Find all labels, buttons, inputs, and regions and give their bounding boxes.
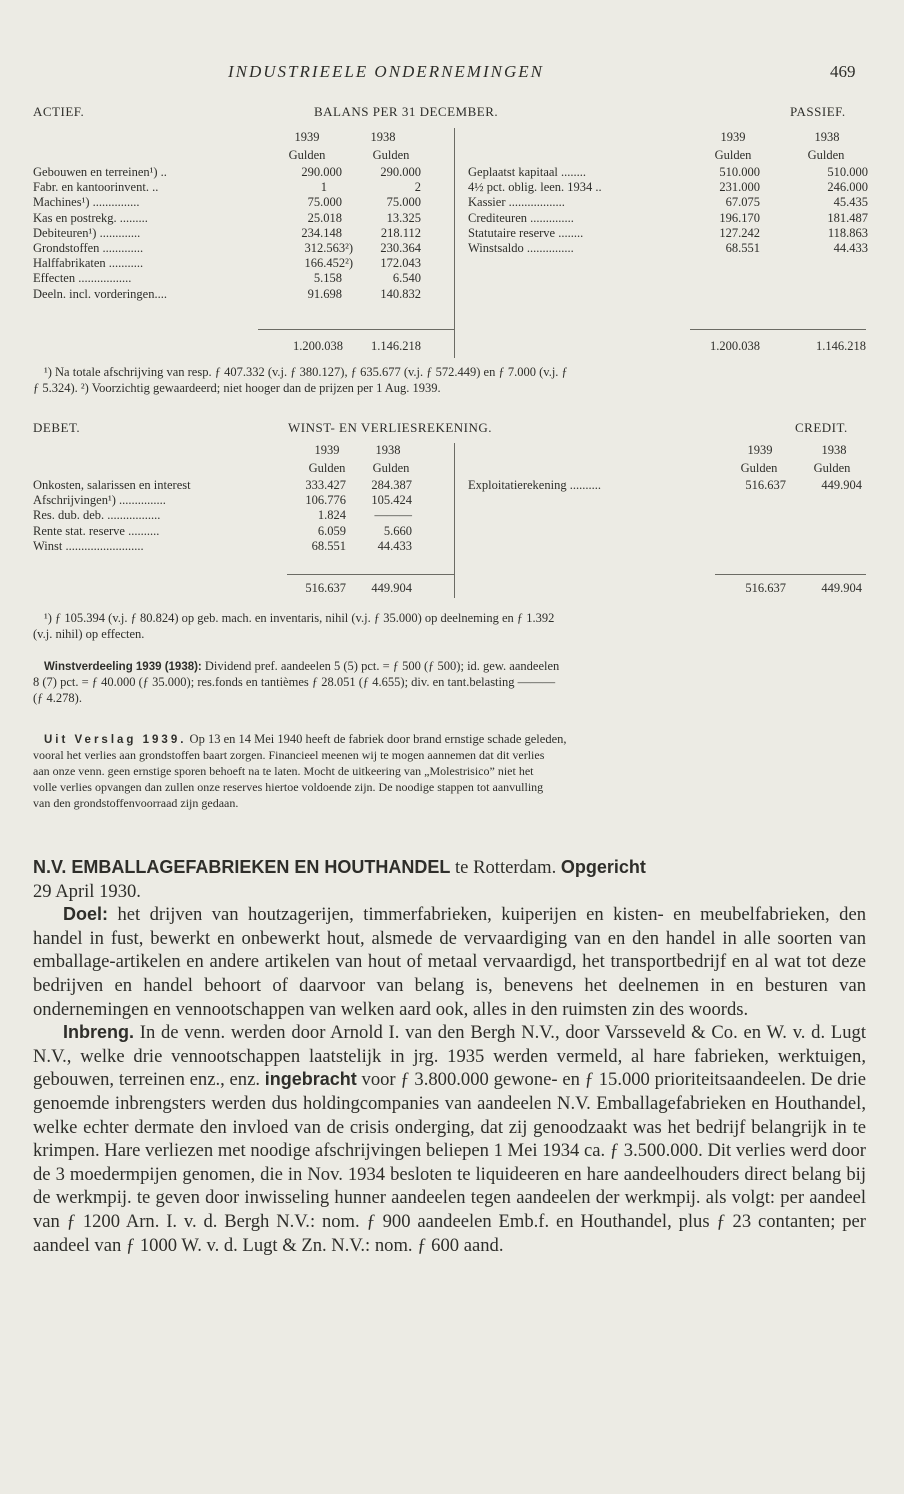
value-1938: 246.000 (827, 180, 868, 195)
unit-label: Gulden (807, 148, 845, 162)
table-row (33, 226, 453, 241)
running-title: INDUSTRIEELE ONDERNEMINGEN (228, 62, 544, 81)
value-1939: 312.563²) (304, 240, 353, 255)
table-row (468, 165, 868, 180)
page-number: 469 (830, 62, 856, 81)
total-1938: 449.904 (371, 581, 412, 595)
row-label: Rente stat. reserve .......... (33, 523, 160, 538)
verslag-line-2: vooral het verlies aan grondstoffen baart zorgen. Financieel meenen wij te mogen aannemen dat dit verlies (33, 748, 545, 762)
verslag-line-4: volle verlies opvangen dan zullen onze reserves hiertoe voldoende zijn. De noodige stappen tot aanvulling (33, 780, 544, 794)
value-1938: 181.487 (827, 210, 868, 225)
value-1939: 68.551 (725, 240, 760, 255)
value-1939: 333.427 (305, 478, 346, 492)
table-row (33, 165, 453, 180)
value-1938: 449.904 (821, 478, 862, 492)
winstverdeeling-text: Dividend pref. aandeelen 5 (5) pct. = ƒ 500 (ƒ 500); id. gew. aandeelen (201, 659, 560, 673)
value-1938: 13.325 (386, 210, 421, 225)
table-row (33, 493, 433, 508)
value-1938: 284.387 (371, 478, 412, 492)
unit-label: Gulden (740, 461, 778, 475)
value-1939: 67.075 (725, 195, 760, 210)
debet-heading: DEBET. (33, 420, 81, 435)
row-label: Kas en postrekg. ......... (33, 210, 148, 225)
row-label: Halffabrikaten ........... (33, 256, 144, 271)
company-heading (33, 856, 866, 903)
year-1939: 1939 (294, 130, 320, 144)
value-1939: 510.000 (719, 165, 760, 179)
value-1939: 234.148 (301, 225, 342, 240)
row-label: Effecten ................. (33, 271, 132, 286)
value-1939: 6.059 (317, 523, 346, 538)
row-label: Onkosten, salarissen en interest (33, 478, 191, 492)
total-rule (690, 329, 866, 330)
verslag-line-5: van den grondstoffenvoorraad zijn gedaan. (33, 796, 239, 810)
verslag-text: Op 13 en 14 Mei 1940 heeft de fabriek door brand ernstige schade geleden, (186, 732, 567, 746)
unit-label: Gulden (813, 461, 851, 475)
total-1938: 1.146.218 (371, 339, 421, 353)
value-1938: ——— (374, 508, 412, 523)
row-label: Gebouwen en terreinen¹) .. (33, 165, 167, 179)
verslag-line-1 (44, 732, 567, 749)
total-rule (287, 574, 454, 575)
value-1939: 516.637 (745, 478, 786, 492)
row-label: Machines¹) ............... (33, 195, 140, 210)
row-label: Fabr. en kantoorinvent. .. (33, 180, 159, 195)
balance-footnote-1: ¹) Na totale afschrijving van resp. ƒ 407.332 (v.j. ƒ 380.127), ƒ 635.677 (v.j. ƒ 572.449) en ƒ 7.000 (v.j. ƒ (44, 365, 568, 379)
column-divider (454, 128, 455, 358)
value-1938: 5.660 (383, 523, 412, 538)
pnl-footnote-2: (v.j. nihil) op effecten. (33, 627, 145, 641)
year-1939: 1939 (720, 130, 746, 144)
value-1938: 45.435 (833, 195, 868, 210)
winstverdeeling-line-2: 8 (7) pct. = ƒ 40.000 (ƒ 35.000); res.fonds en tantièmes ƒ 28.051 (ƒ 4.655); div. en tant.belasting ——— (33, 675, 556, 689)
company-name: N.V. EMBALLAGEFABRIEKEN EN HOUTHANDEL (33, 857, 451, 877)
value-1939: 75.000 (307, 195, 342, 210)
row-label: Grondstoffen ............. (33, 240, 144, 255)
doel-paragraph (33, 903, 866, 1021)
value-1939: 5.158 (313, 271, 342, 286)
winstverdeeling-lead: Winstverdeeling 1939 (1938): (44, 661, 202, 673)
value-1938: 140.832 (380, 286, 421, 301)
inbreng-label: Inbreng. (63, 1022, 134, 1043)
value-1938: 290.000 (380, 165, 421, 179)
table-row (33, 241, 453, 256)
total-rule (715, 574, 866, 575)
value-1938: 218.112 (380, 225, 421, 240)
debet-table (33, 478, 433, 554)
value-1938: 6.540 (392, 271, 421, 286)
inbreng-text-continued: voor ƒ 3.800.000 gewone- en ƒ 15.000 prioriteitsaandeelen. De drie genoemde inbrengsters werden dus holdingcompanies van aandeelen N.V. Emballagefabrieken en Houthandel, welke echter dermate den invloed van de crisis onderging, dat zij genoodzaakt was het bedrijf belangrijk in te krimpen. Hare verliezen met noodige afschrijvingen beliepen 1 Mei 1934 ca. ƒ 3.500.000. Dit verlies werd door de 3 moedermpijen genomen, die in Nov. 1934 besloten te liquideeren en hare aandeelhouders direct belang bij de werkmpij. te geven door inwisseling hunner aandeelen tegen aandeelen der werkmpij. als volgt: per aandeel van ƒ 1200 Arn. I. v. d. Bergh N.V.: nom. ƒ 900 aandeelen Emb.f. en Houthandel, plus ƒ 23 contanten; per aandeel van ƒ 1000 W. v. d. Lugt & Zn. N.V.: nom. ƒ 600 aand. (33, 1069, 867, 1256)
table-row (33, 256, 453, 271)
row-label: Deeln. incl. vorderingen.... (33, 286, 167, 301)
unit-label: Gulden (288, 148, 326, 162)
winstverdeeling-line-1 (44, 659, 559, 676)
verslag-lead: Uit Verslag 1939. (44, 734, 187, 746)
credit-table (468, 478, 868, 493)
value-1939: 231.000 (719, 180, 760, 195)
passief-heading: PASSIEF. (790, 104, 846, 119)
row-label: Debiteuren¹) ............. (33, 225, 141, 240)
unit-label: Gulden (308, 461, 346, 475)
table-row (33, 211, 453, 226)
pnl-title: WINST- EN VERLIESREKENING. (288, 420, 493, 435)
row-label: Res. dub. deb. ................. (33, 508, 161, 523)
total-1939: 516.637 (305, 581, 346, 595)
row-label: Exploitatierekening .......... (468, 478, 601, 492)
table-row (33, 508, 433, 523)
year-1939: 1939 (314, 443, 340, 457)
table-row (468, 195, 868, 210)
row-label: Kassier .................. (468, 195, 565, 210)
value-1938: 2 (414, 180, 421, 195)
unit-label: Gulden (372, 461, 410, 475)
table-row (468, 226, 868, 241)
value-1939: 290.000 (301, 165, 342, 179)
row-label: Winst ......................... (33, 538, 144, 553)
column-divider (454, 443, 455, 598)
value-1939: 1.824 (317, 508, 346, 523)
table-row (33, 478, 433, 493)
value-1939: 196.170 (719, 210, 760, 225)
unit-label: Gulden (372, 148, 410, 162)
ingebracht-label: ingebracht (264, 1069, 357, 1090)
winstverdeeling-line-3: (ƒ 4.278). (33, 691, 82, 705)
total-1939: 516.637 (745, 581, 786, 595)
value-1938: 44.433 (833, 240, 868, 255)
total-1938: 1.146.218 (816, 339, 866, 353)
credit-heading: CREDIT. (795, 420, 848, 435)
value-1938: 75.000 (386, 195, 421, 210)
value-1938: 172.043 (380, 256, 421, 271)
value-1939: 91.698 (307, 286, 342, 301)
row-label: Winstsaldo ............... (468, 240, 574, 255)
table-row (468, 241, 868, 256)
year-1938: 1938 (821, 443, 847, 457)
row-label: Afschrijvingen¹) ............... (33, 493, 166, 508)
value-1938: 118.863 (827, 225, 868, 240)
table-row (468, 180, 868, 195)
inbreng-text: In de venn. werden door Arnold I. van den Bergh N.V., door Varsseveld & Co. en W. v. d. Lugt N.V., welke drie vennootschappen laatstelijk in jrg. 1935 werden vermeld, al hare fabrieken, werktuigen, gebouwen, terreinen enz., enz. (33, 1022, 866, 1091)
doel-label: Doel: (63, 904, 108, 925)
actief-heading: ACTIEF. (33, 104, 85, 119)
value-1938: 105.424 (371, 493, 412, 508)
table-row (33, 287, 453, 302)
balance-footnote-2: ƒ 5.324). ²) Voorzichtig gewaardeerd; niet hooger dan de prijzen per 1 Aug. 1939. (33, 381, 441, 395)
company-place: te Rotterdam. (450, 857, 561, 878)
value-1938: 230.364 (380, 240, 421, 255)
table-row (468, 211, 868, 226)
total-1938: 449.904 (821, 581, 862, 595)
value-1939: 1 (320, 180, 327, 195)
value-1938: 44.433 (377, 538, 412, 553)
total-1939: 1.200.038 (710, 339, 760, 353)
actief-table (33, 165, 453, 302)
value-1939: 106.776 (305, 493, 346, 508)
row-label: Statutaire reserve ........ (468, 225, 584, 240)
opgericht-label: Opgericht (560, 857, 646, 877)
value-1939: 68.551 (311, 538, 346, 553)
inbreng-paragraph (33, 1021, 866, 1257)
table-row (33, 539, 433, 554)
value-1939: 127.242 (719, 225, 760, 240)
value-1938: 510.000 (827, 165, 868, 179)
value-1939: 166.452²) (304, 256, 353, 271)
year-1938: 1938 (375, 443, 401, 457)
table-row (33, 524, 433, 539)
row-label: 4½ pct. oblig. leen. 1934 .. (468, 180, 602, 195)
total-rule (258, 329, 454, 330)
year-1938: 1938 (814, 130, 840, 144)
total-1939: 1.200.038 (293, 339, 343, 353)
table-row (468, 478, 868, 493)
unit-label: Gulden (714, 148, 752, 162)
verslag-line-3: aan onze venn. geen ernstige sporen behoeft na te laten. Mocht de uitkeering van „Molestrisico” niet het (33, 764, 534, 778)
value-1939: 25.018 (307, 210, 342, 225)
pnl-footnote-1: ¹) ƒ 105.394 (v.j. ƒ 80.824) op geb. mach. en inventaris, nihil (v.j. ƒ 35.000) op deelneming en ƒ 1.392 (44, 611, 555, 625)
row-label: Crediteuren .............. (468, 210, 574, 225)
table-row (33, 180, 453, 195)
year-1938: 1938 (370, 130, 396, 144)
founding-date: 29 April 1930. (33, 880, 141, 902)
balance-title: BALANS PER 31 DECEMBER. (314, 104, 499, 119)
table-row (33, 195, 453, 210)
passief-table (468, 165, 868, 256)
company-section (33, 856, 866, 1257)
year-1939: 1939 (747, 443, 773, 457)
doel-text: het drijven van houtzagerijen, timmerfabrieken, kuiperijen en kisten- en meubelfabrieken, den handel in fust, bewerkt en onbewerkt hout, alsmede de vervaardiging van en den handel in alle soorten van emballage-artikelen en andere artikelen van hout of metaal vervaardigd, het transportbedrijf en al wat tot deze bedrijven en handel behoort of daarvoor van belang is, benevens het deelnemen in en besturen van ondernemingen en vennootschappen van welken aard ook, alles in den ruimsten zin des woords. (33, 904, 866, 1020)
row-label: Geplaatst kapitaal ........ (468, 165, 587, 179)
table-row (33, 271, 453, 286)
